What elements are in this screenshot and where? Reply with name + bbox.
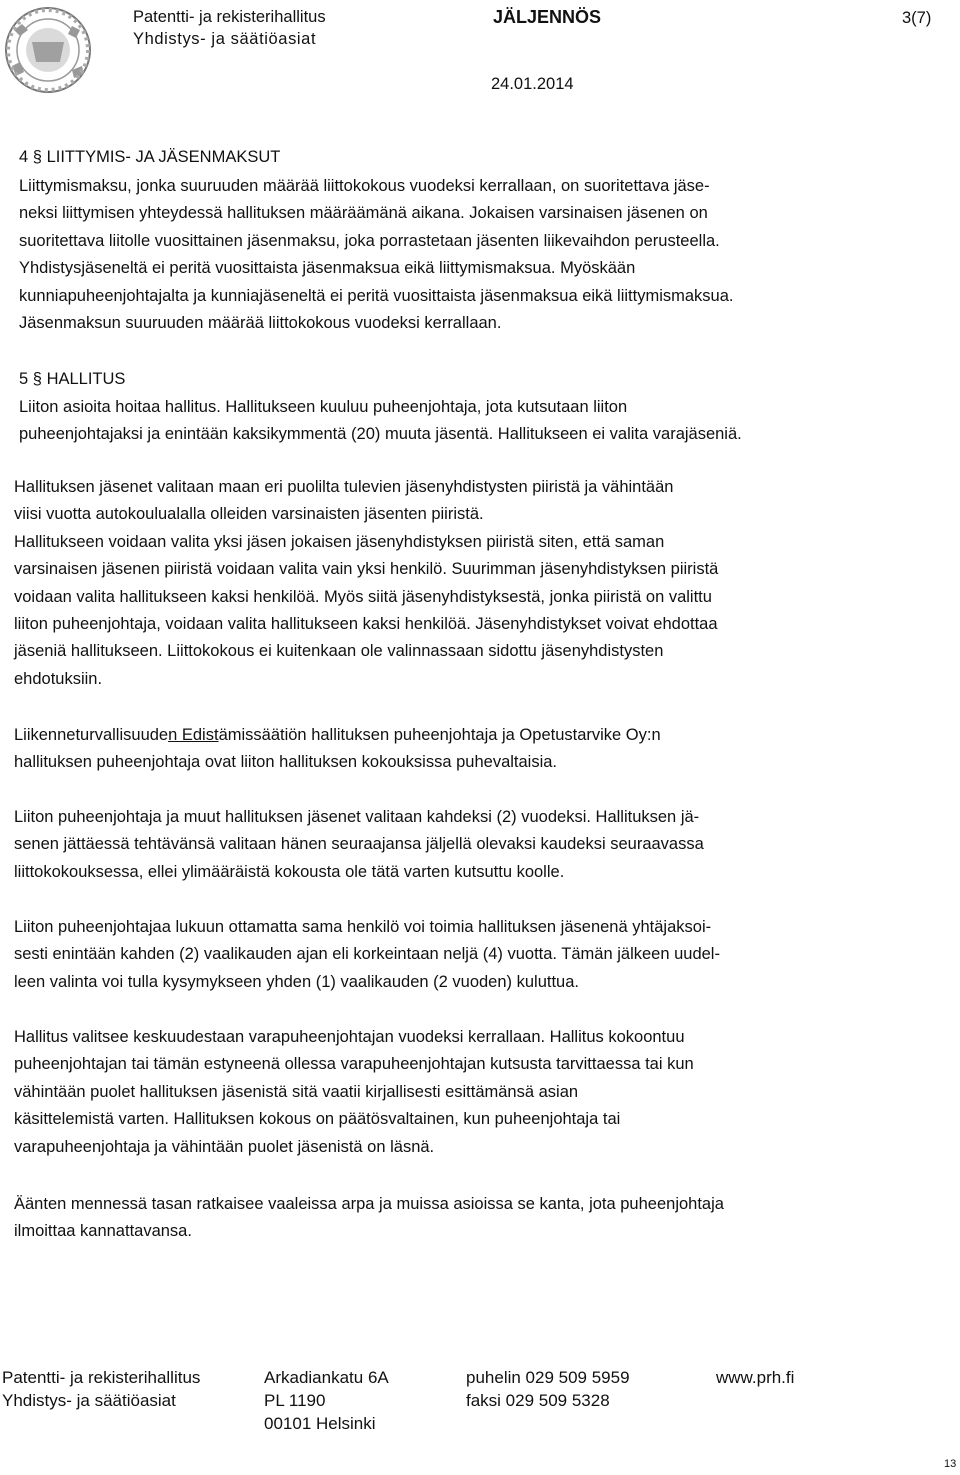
- section-5-paragraph-7: [14, 1191, 724, 1246]
- page-indicator: 3(7): [902, 9, 932, 27]
- text-line: neksi liittymisen yhteydessä hallituksen määräämänä aikana. Jokaisen varsinaisen jäsenen on: [19, 204, 708, 223]
- text-line: Hallitukseen voidaan valita yksi jäsen jokaisen jäsenyhdistyksen piiristä siten, että saman: [14, 532, 665, 551]
- text-line: leen valinta voi tulla kysymykseen yhden (1) vaalikauden (2 vuoden) kuluttua.: [14, 972, 579, 991]
- text-line: senen jättäessä tehtävänsä valitaan hänen seuraajansa jäljellä olevaksi kaudeksi seuraavassa: [14, 835, 704, 854]
- text-line: hallituksen puheenjohtaja ovat liiton hallituksen kokouksissa puhevaltaisia.: [14, 753, 558, 772]
- text-line: liiton puheenjohtaja, voidaan valita hallitukseen kaksi henkilöä. Jäsenyhdistykset voivat ehdottaa: [14, 615, 718, 634]
- footer-website: www.prh.fi: [716, 1368, 795, 1387]
- text-line: liittokokouksessa, ellei ylimääräistä kokousta ole tätä varten kutsuttu koolle.: [14, 862, 565, 881]
- text-line: suoritettava liitolle vuosittainen jäsenmaksu, joka porrastetaan jäsenten liikevaihdon perusteella.: [19, 231, 720, 250]
- section-5-paragraph-2: [14, 474, 718, 693]
- text-line: varsinaisen jäsenen piiristä voidaan valita vain yksi henkilö. Suurimman jäsenyhdistyksen piiristä: [14, 560, 719, 579]
- text-line: Liiton puheenjohtajaa lukuun ottamatta sama henkilö voi toimia hallituksen jäsenenä yhtäjaksoi-: [14, 918, 712, 936]
- copy-stamp: JÄLJENNÖS: [493, 7, 602, 27]
- text-line: Hallituksen jäsenet valitaan maan eri puolilta tulevien jäsenyhdistysten piiristä ja vähintään: [14, 478, 674, 496]
- text-line: Liittymismaksu, jonka suuruuden määrää liittokokous vuodeksi kerrallaan, on suoritettava jäse-: [19, 177, 710, 195]
- page-number: 13: [944, 1458, 957, 1470]
- text-line: kunniapuheenjohtajalta ja kunniajäseneltä ei peritä vuosittaista jäsenmaksua eikä liittymismaksua.: [19, 286, 734, 305]
- text-line: puheenjohtajaksi ja enintään kaksikymmentä (20) muuta jäsentä. Hallitukseen ei valita varajäseniä.: [19, 425, 742, 444]
- section-5-paragraph-5: [14, 914, 720, 996]
- text-line: voidaan valita hallitukseen kaksi henkilöä. Myös siitä jäsenyhdistyksestä, jonka piiristä on valittu: [14, 587, 712, 606]
- footer-contact: puhelin 029 509 5959 faksi 029 509 5328: [466, 1368, 630, 1410]
- section-5-paragraph-4: [14, 804, 704, 886]
- text-line: jäseniä hallitukseen. Liittokokous ei kuitenkaan ole valinnassaan sidottu jäsenyhdistysten: [14, 642, 664, 661]
- official-seal-icon: [2, 0, 94, 100]
- text-line: Jäsenmaksun suuruuden määrää liittokokous vuodeksi kerrallaan.: [19, 314, 502, 333]
- text-line: varapuheenjohtaja ja vähintään puolet jäsenistä on läsnä.: [14, 1137, 435, 1156]
- text-line: puheenjohtajan tai tämän estyneenä ollessa varapuheenjohtajan kutsusta tarvittaessa tai kun: [14, 1055, 694, 1074]
- text-line: vähintään puolet hallituksen jäsenistä sitä vaatii kirjallisesti esittämänsä asian: [14, 1082, 579, 1101]
- section-5-paragraph-6: [14, 1024, 694, 1161]
- text-line: sesti enintään kahden (2) vaalikauden ajan eli korkeintaan neljä (4) vuotta. Tämän jälkeen uudel-: [14, 945, 720, 964]
- text-line: viisi vuotta autokoulualalla olleiden varsinaisten jäsenten piiristä.: [14, 505, 484, 524]
- section-4-body: [19, 173, 734, 337]
- section-5-paragraph-3: [14, 722, 661, 777]
- text-line: Liiton puheenjohtaja ja muut hallituksen jäsenet valitaan kahdeksi (2) vuodeksi. Hallituksen jä-: [14, 808, 700, 826]
- text-line: Liikenneturvallisuuden Edistämissäätiön hallituksen puheenjohtaja ja Opetustarvike Oy:n: [14, 726, 661, 744]
- text-line: käsittelemistä varten. Hallituksen kokous on päätösvaltainen, kun puheenjohtaja tai: [14, 1110, 621, 1129]
- text-line: Liiton asioita hoitaa hallitus. Hallitukseen kuuluu puheenjohtaja, jota kutsutaan liiton: [19, 398, 628, 416]
- footer-organisation: Patentti- ja rekisterihallitus Yhdistys- ja säätiöasiat: [2, 1368, 201, 1410]
- department-name: Yhdistys- ja säätiöasiat: [133, 30, 317, 48]
- footer-address: Arkadiankatu 6A PL 1190 00101 Helsinki: [264, 1368, 389, 1433]
- office-name: Patentti- ja rekisterihallitus: [133, 8, 326, 26]
- section-5-heading: 5 § HALLITUS: [19, 370, 126, 388]
- text-line: ilmoittaa kannattavansa.: [14, 1222, 192, 1241]
- text-line: Äänten mennessä tasan ratkaisee vaaleissa arpa ja muissa asioissa se kanta, jota puheenjohtaja: [14, 1195, 724, 1213]
- section-4-heading: 4 § LIITTYMIS- JA JÄSENMAKSUT: [19, 148, 281, 166]
- text-line: Yhdistysjäseneltä ei peritä vuosittaista jäsenmaksua eikä liittymismaksua. Myöskään: [19, 259, 636, 278]
- text-line: ehdotuksiin.: [14, 669, 103, 688]
- document-date: 24.01.2014: [491, 75, 574, 93]
- text-line: Hallitus valitsee keskuudestaan varapuheenjohtajan vuodeksi kerrallaan. Hallitus kokoontuu: [14, 1028, 685, 1046]
- section-5-paragraph-1: [19, 394, 742, 449]
